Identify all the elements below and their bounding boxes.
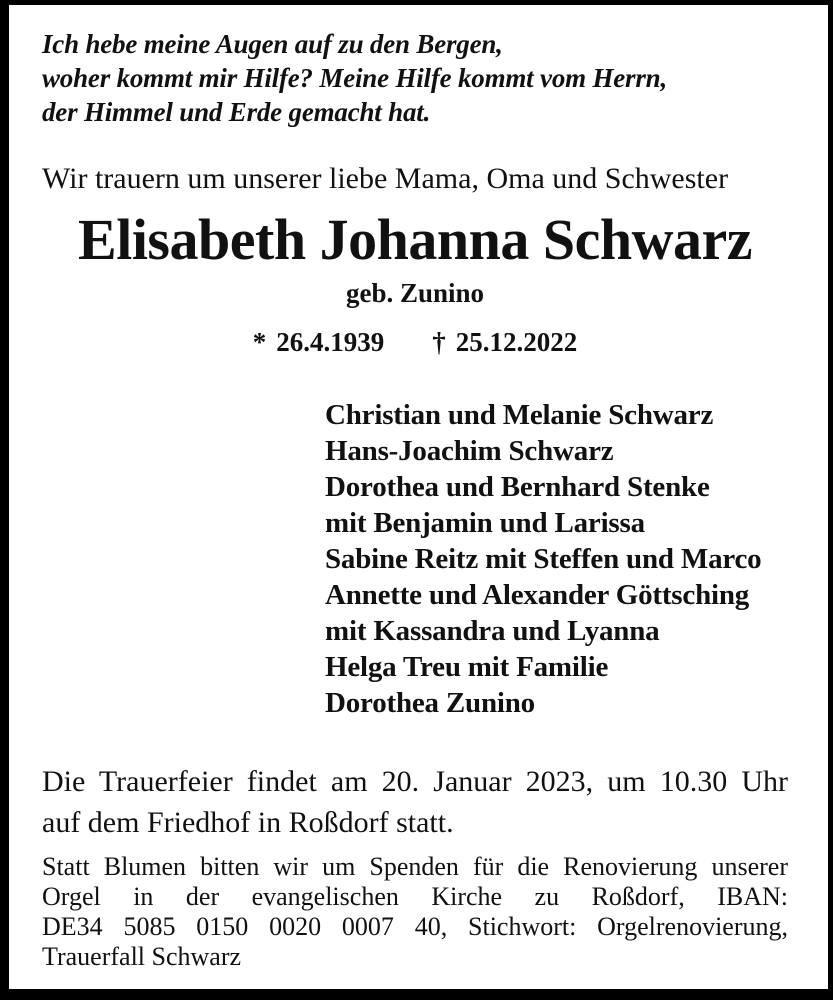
mourner-line: Annette und Alexander Göttsching bbox=[325, 579, 750, 611]
mourner-line: Dorothea Zunino bbox=[325, 687, 535, 719]
funeral-line: Die Trauerfeier findet am 20. Januar 2023, um 10.30 Uhr bbox=[42, 765, 788, 798]
birth-date: 26.4.1939 bbox=[276, 327, 385, 357]
death-date-group bbox=[432, 327, 577, 357]
birth-star-symbol: * bbox=[252, 327, 267, 357]
funeral-line: auf dem Friedhof in Roßdorf statt. bbox=[42, 806, 454, 839]
bible-verse-line: der Himmel und Erde gemacht hat. bbox=[42, 97, 431, 127]
donation-line: Orgel in der evangelischen Kirche zu Roßdorf, IBAN: bbox=[42, 882, 788, 911]
mourner-line: Helga Treu mit Familie bbox=[325, 651, 609, 683]
mourner-line: Sabine Reitz mit Steffen und Marco bbox=[325, 543, 762, 575]
funeral-announcement bbox=[42, 761, 788, 843]
mourner-line: Dorothea und Bernhard Stenke bbox=[325, 471, 710, 503]
bible-verse bbox=[42, 27, 788, 129]
bible-verse-line: Ich hebe meine Augen auf zu den Bergen, bbox=[42, 29, 503, 59]
death-cross-symbol: † bbox=[432, 327, 446, 357]
life-dates bbox=[42, 325, 788, 359]
mourner-line: mit Benjamin und Larissa bbox=[325, 507, 645, 539]
donation-line: Trauerfall Schwarz bbox=[42, 942, 242, 971]
mourner-line: Christian und Melanie Schwarz bbox=[325, 399, 714, 431]
maiden-name: geb. Zunino bbox=[345, 278, 485, 308]
mourning-intro-line: Wir trauern um unserer liebe Mama, Oma und Schwester bbox=[42, 162, 729, 195]
birth-date-group bbox=[253, 327, 385, 357]
death-date: 25.12.2022 bbox=[455, 327, 578, 357]
mourner-line: Hans-Joachim Schwarz bbox=[325, 435, 614, 467]
donation-line: DE34 5085 0150 0020 0007 40, Stichwort: Orgelrenovierung, bbox=[42, 912, 788, 941]
bible-verse-line: woher kommt mir Hilfe? Meine Hilfe kommt vom Herrn, bbox=[42, 63, 668, 93]
donation-request bbox=[42, 852, 788, 972]
mourner-line: mit Kassandra und Lyanna bbox=[325, 615, 660, 647]
deceased-name: Elisabeth Johanna Schwarz bbox=[78, 207, 752, 272]
mourners-list bbox=[325, 397, 788, 721]
donation-line: Statt Blumen bitten wir um Spenden für die Renovierung unserer bbox=[42, 852, 788, 881]
